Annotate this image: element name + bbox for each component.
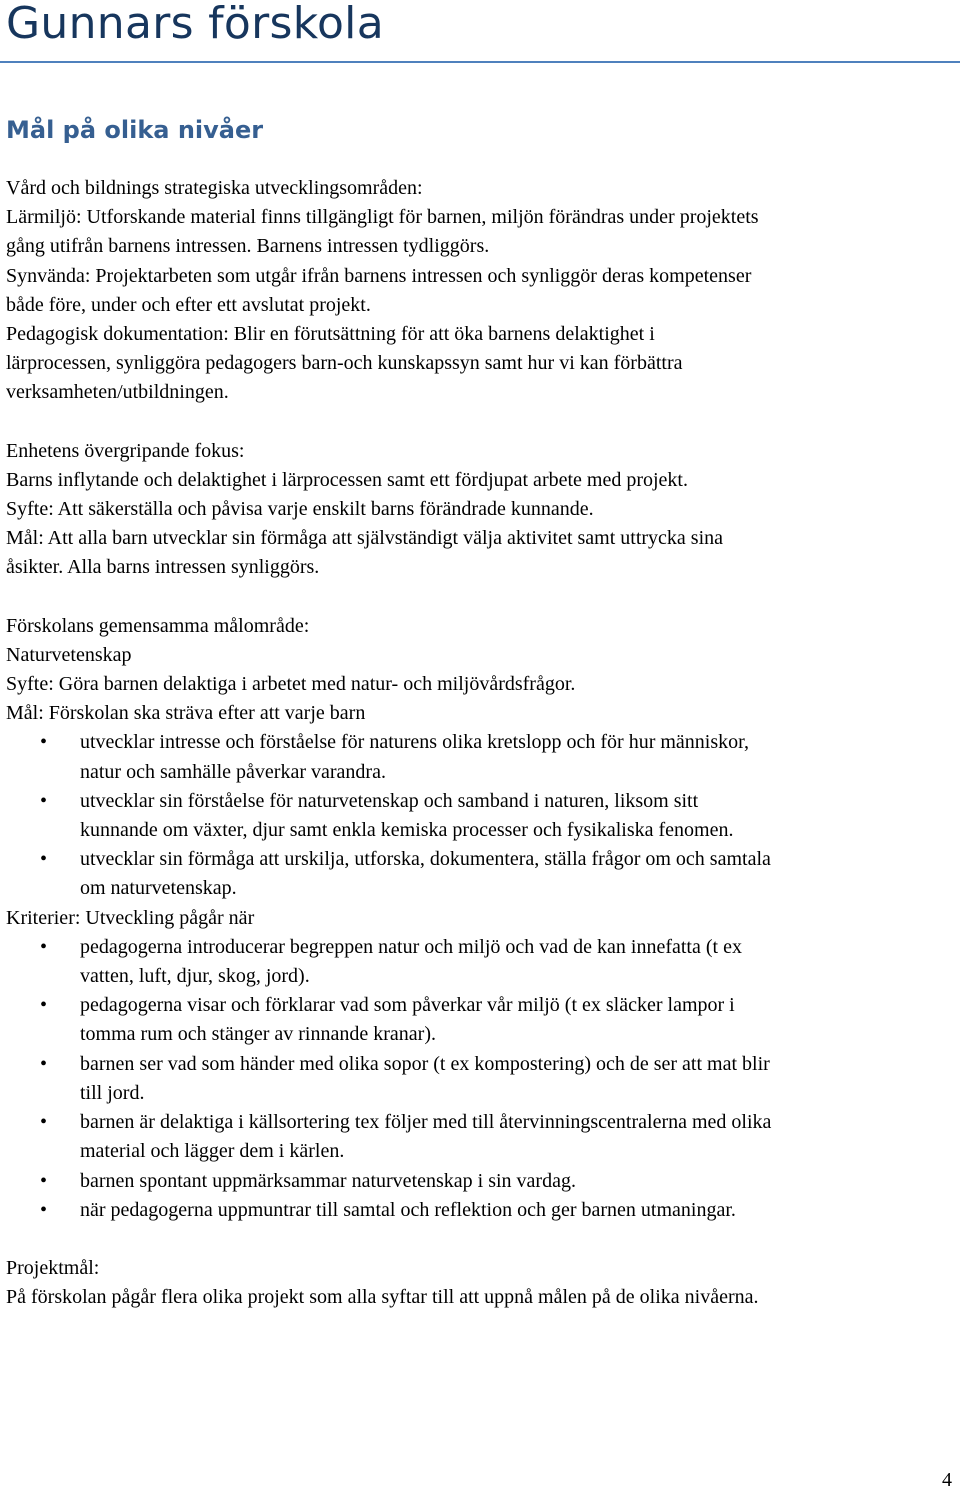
paragraph-line: både före, under och efter ett avslutat projekt.	[6, 293, 371, 316]
criteria-label: Kriterier: Utveckling pågår när	[6, 906, 255, 929]
paragraph-line: Syfte: Göra barnen delaktiga i arbetet med natur- och miljövårdsfrågor.	[6, 673, 576, 696]
list-item-line: barnen ser vad som händer med olika sopor (t ex kompostering) och de ser att mat blir	[80, 1052, 770, 1075]
strategic-areas-block	[6, 174, 956, 408]
preschool-goal-block	[6, 612, 956, 1225]
paragraph-line: Mål: Att alla barn utvecklar sin förmåga att självständigt välja aktivitet samt uttrycka sina	[6, 527, 724, 550]
list-item-line: natur och samhälle påverkar varandra.	[80, 760, 386, 783]
list-item-line: utvecklar sin förståelse för naturvetenskap och samband i naturen, liksom sitt	[80, 789, 699, 812]
project-goal-block	[6, 1254, 956, 1312]
bullet-icon: •	[40, 848, 48, 871]
paragraph-line: Synvända: Projektarbeten som utgår ifrån barnens intressen och synliggör deras kompetenser	[6, 264, 752, 287]
list-item-line: tomma rum och stänger av rinnande kranar).	[80, 1023, 436, 1046]
list-item-line: barnen är delaktiga i källsortering tex följer med till återvinningscentralerna med olika	[80, 1111, 772, 1134]
bullet-icon: •	[40, 731, 48, 754]
page-number: 4	[942, 1469, 952, 1491]
unit-focus-label: Enhetens övergripande fokus:	[6, 439, 245, 462]
paragraph-line: Barns inflytande och delaktighet i lärprocessen samt ett fördjupat arbete med projekt.	[6, 468, 688, 491]
spacer	[6, 583, 956, 612]
project-goal-label: Projektmål:	[6, 1256, 100, 1279]
list-item-line: material och lägger dem i kärlen.	[80, 1140, 345, 1163]
list-item	[6, 845, 956, 903]
bullet-icon: •	[40, 1198, 48, 1221]
paragraph-line: Pedagogisk dokumentation: Blir en förutsättning för att öka barnens delaktighet i	[6, 323, 655, 346]
list-item-line: vatten, luft, djur, skog, jord).	[80, 965, 310, 988]
list-item	[6, 728, 956, 786]
list-item	[6, 1167, 956, 1196]
paragraph-line: åsikter. Alla barns intressen synliggörs.	[6, 556, 320, 579]
paragraph-line: Syfte: Att säkerställa och påvisa varje enskilt barns förändrade kunnande.	[6, 498, 594, 521]
strategic-areas-label: Vård och bildnings strategiska utvecklingsområden:	[6, 177, 423, 199]
unit-focus-block	[6, 437, 956, 583]
paragraph-line: På förskolan pågår flera olika projekt som alla syftar till att uppnå målen på de olika nivåerna.	[6, 1286, 759, 1309]
paragraph-line: Naturvetenskap	[6, 643, 132, 666]
section-heading: Mål på olika nivåer	[6, 116, 264, 144]
list-item-line: när pedagogerna uppmuntrar till samtal och reflektion och ger barnen utmaningar.	[80, 1198, 736, 1221]
list-item-line: utvecklar intresse och förståelse för naturens olika kretslopp och för hur människor,	[80, 731, 749, 754]
list-item-line: till jord.	[80, 1081, 145, 1104]
paragraph-line: Mål: Förskolan ska sträva efter att varje barn	[6, 702, 366, 725]
list-item-line: pedagogerna introducerar begreppen natur och miljö och vad de kan innefatta (t ex	[80, 935, 742, 958]
list-item	[6, 1196, 956, 1225]
bullet-icon: •	[40, 935, 48, 958]
document-body	[6, 174, 956, 1312]
paragraph-line: lärprocessen, synliggöra pedagogers barn-och kunskapssyn samt hur vi kan förbättra	[6, 352, 683, 375]
list-item	[6, 1108, 956, 1166]
bullet-icon: •	[40, 994, 48, 1017]
title-divider	[0, 61, 960, 63]
spacer	[6, 408, 956, 437]
paragraph-line: gång utifrån barnens intressen. Barnens intressen tydliggörs.	[6, 235, 490, 258]
list-item-line: pedagogerna visar och förklarar vad som påverkar vår miljö (t ex släcker lampor i	[80, 994, 735, 1017]
list-item	[6, 933, 956, 991]
preschool-goal-label: Förskolans gemensamma målområde:	[6, 614, 310, 637]
paragraph-line: Lärmiljö: Utforskande material finns tillgängligt för barnen, miljön förändras under projektets	[6, 206, 759, 229]
spacer	[6, 1225, 956, 1254]
document-title: Gunnars förskola	[6, 0, 384, 49]
goals-list	[6, 728, 956, 903]
list-item-line: utvecklar sin förmåga att urskilja, utforska, dokumentera, ställa frågor om och samtala	[80, 848, 771, 871]
list-item-line: barnen spontant uppmärksammar naturvetenskap i sin vardag.	[80, 1169, 576, 1192]
bullet-icon: •	[40, 789, 48, 812]
bullet-icon: •	[40, 1111, 48, 1134]
list-item	[6, 1050, 956, 1108]
list-item	[6, 991, 956, 1049]
list-item-line: kunnande om växter, djur samt enkla kemiska processer och fysikaliska fenomen.	[80, 819, 734, 842]
bullet-icon: •	[40, 1052, 48, 1075]
bullet-icon: •	[40, 1169, 48, 1192]
criteria-list	[6, 933, 956, 1225]
paragraph-line: verksamheten/utbildningen.	[6, 381, 229, 404]
list-item	[6, 787, 956, 845]
list-item-line: om naturvetenskap.	[80, 877, 237, 900]
